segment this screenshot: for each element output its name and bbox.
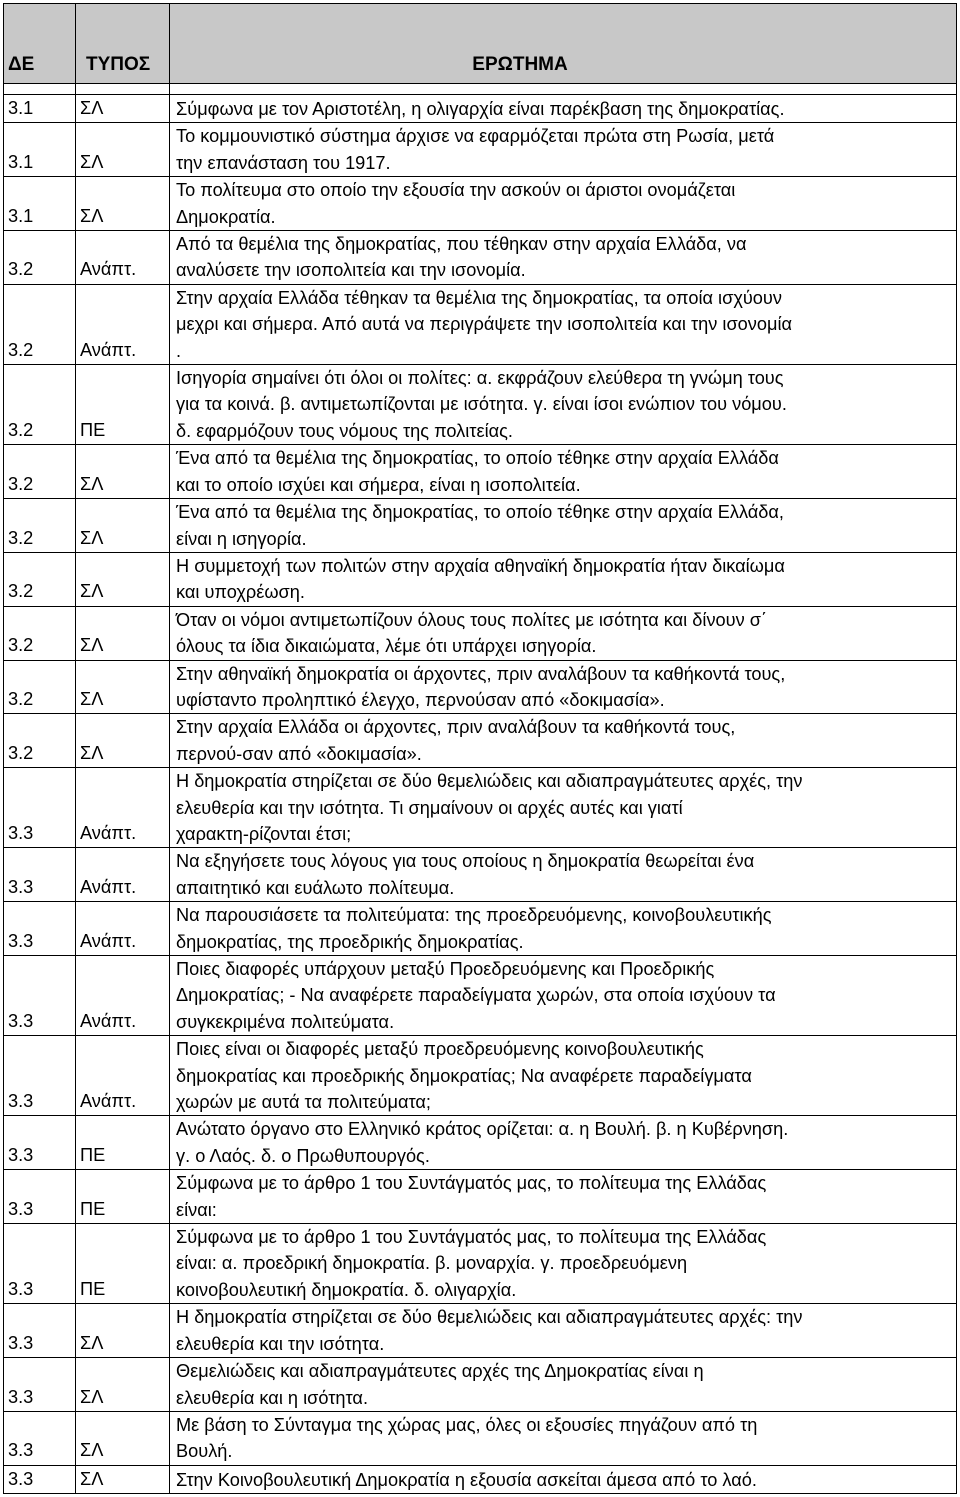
row-type-cell: ΣΛ bbox=[76, 1304, 170, 1358]
row-de-cell: 3.2 bbox=[4, 552, 76, 606]
row-question-cell: Ένα από τα θεμέλια της δημοκρατίας, το οποίο τέθηκε στην αρχαία Ελλάδα, είναι η ισηγορία. bbox=[170, 499, 957, 553]
row-type-cell: Ανάπτ. bbox=[76, 231, 170, 285]
row-question-cell: Όταν οι νόμοι αντιμετωπίζουν όλους τους πολίτες με ισότητα και δίνουν σ΄ όλους τα ίδια δικαιώματα, λέμε ότι υπάρχει ισηγορία. bbox=[170, 606, 957, 660]
row-type-cell: ΣΛ bbox=[76, 1465, 170, 1493]
row-de-cell: 3.2 bbox=[4, 714, 76, 768]
table-row bbox=[4, 231, 957, 285]
row-type-cell: ΠΕ bbox=[76, 1170, 170, 1224]
row-type-cell: Ανάπτ. bbox=[76, 1036, 170, 1116]
row-question-cell: Στην αθηναϊκή δημοκρατία οι άρχοντες, πριν αναλάβουν τα καθήκοντά τους, υφίσταντο προληπτικό έλεγχο, περνούσαν από «δοκιμασία». bbox=[170, 660, 957, 714]
row-de-cell: 3.3 bbox=[4, 1170, 76, 1224]
row-de-cell: 3.3 bbox=[4, 1116, 76, 1170]
spacer-row bbox=[4, 84, 957, 95]
row-question-cell: Το πολίτευμα στο οποίο την εξουσία την ασκούν οι άριστοι ονομάζεται Δημοκρατία. bbox=[170, 177, 957, 231]
table-row bbox=[4, 1358, 957, 1412]
table-row bbox=[4, 606, 957, 660]
row-type-cell: Ανάπτ. bbox=[76, 902, 170, 956]
row-type-cell: Ανάπτ. bbox=[76, 768, 170, 848]
table-row bbox=[4, 95, 957, 123]
row-question-cell: Να εξηγήσετε τους λόγους για τους οποίους η δημοκρατία θεωρείται ένα απαιτητικό και ευάλωτο πολίτευμα. bbox=[170, 848, 957, 902]
questions-table bbox=[3, 3, 957, 1494]
row-type-cell: ΣΛ bbox=[76, 606, 170, 660]
header-row bbox=[4, 4, 957, 84]
header-question: ΕΡΩΤΗΜΑ bbox=[170, 4, 957, 84]
table-header bbox=[4, 4, 957, 84]
row-question-cell: Με βάση το Σύνταγμα της χώρας μας, όλες οι εξουσίες πηγάζουν από τη Βουλή. bbox=[170, 1411, 957, 1465]
row-type-cell: ΣΛ bbox=[76, 445, 170, 499]
table-row bbox=[4, 1411, 957, 1465]
row-type-cell: ΣΛ bbox=[76, 177, 170, 231]
table-row bbox=[4, 445, 957, 499]
row-de-cell: 3.1 bbox=[4, 177, 76, 231]
row-question-cell: Η συμμετοχή των πολιτών στην αρχαία αθηναϊκή δημοκρατία ήταν δικαίωμα και υποχρέωση. bbox=[170, 552, 957, 606]
row-question-cell: Από τα θεμέλια της δημοκρατίας, που τέθηκαν στην αρχαία Ελλάδα, να αναλύσετε την ισοπολιτεία και την ισονομία. bbox=[170, 231, 957, 285]
row-type-cell: Ανάπτ. bbox=[76, 284, 170, 364]
row-question-cell: Ποιες είναι οι διαφορές μεταξύ προεδρευόμενης κοινοβουλευτικής δημοκρατίας και προεδρικής δημοκρατίας; Να αναφέρετε παραδείγματα χωρών με αυτά τα πολιτεύματα; bbox=[170, 1036, 957, 1116]
row-question-cell: Ποιες διαφορές υπάρχουν μεταξύ Προεδρευόμενης και Προεδρικής Δημοκρατίας; - Να αναφέρετε παραδείγματα χωρών, στα οποία ισχύουν τα συγκεκριμένα πολιτεύματα. bbox=[170, 956, 957, 1036]
row-type-cell: ΠΕ bbox=[76, 1224, 170, 1304]
row-type-cell: Ανάπτ. bbox=[76, 956, 170, 1036]
row-de-cell: 3.2 bbox=[4, 499, 76, 553]
row-de-cell: 3.2 bbox=[4, 660, 76, 714]
table-row bbox=[4, 956, 957, 1036]
header-type: ΤΥΠΟΣ bbox=[76, 4, 170, 84]
table-body bbox=[4, 84, 957, 1494]
row-question-cell: Ισηγορία σημαίνει ότι όλοι οι πολίτες: α. εκφράζουν ελεύθερα τη γνώμη τους για τα κοινά. β. αντιμετωπίζονται με ισότητα. γ. είναι ίσοι ενώπιον του νόμου. δ. εφαρμόζουν τους νόμους της πολιτείας. bbox=[170, 365, 957, 445]
row-question-cell: Ανώτατο όργανο στο Ελληνικό κράτος ορίζεται: α. η Βουλή. β. η Κυβέρνηση. γ. ο Λαός. δ. ο Πρωθυπουργός. bbox=[170, 1116, 957, 1170]
table-row bbox=[4, 660, 957, 714]
row-type-cell: ΣΛ bbox=[76, 1358, 170, 1412]
row-de-cell: 3.2 bbox=[4, 445, 76, 499]
table-row bbox=[4, 714, 957, 768]
row-type-cell: ΣΛ bbox=[76, 1411, 170, 1465]
table-row bbox=[4, 365, 957, 445]
table-row bbox=[4, 1224, 957, 1304]
table-row bbox=[4, 1304, 957, 1358]
row-de-cell: 3.1 bbox=[4, 95, 76, 123]
table-row bbox=[4, 552, 957, 606]
row-de-cell: 3.3 bbox=[4, 1411, 76, 1465]
row-question-cell: Να παρουσιάσετε τα πολιτεύματα: της προεδρευόμενης, κοινοβουλευτικής δημοκρατίας, της προεδρικής δημοκρατίας. bbox=[170, 902, 957, 956]
row-type-cell: ΠΕ bbox=[76, 365, 170, 445]
table-row bbox=[4, 902, 957, 956]
row-question-cell: Ένα από τα θεμέλια της δημοκρατίας, το οποίο τέθηκε στην αρχαία Ελλάδα και το οποίο ισχύει και σήμερα, είναι η ισοπολιτεία. bbox=[170, 445, 957, 499]
table-row bbox=[4, 284, 957, 364]
row-de-cell: 3.3 bbox=[4, 1358, 76, 1412]
row-de-cell: 3.1 bbox=[4, 123, 76, 177]
table-row bbox=[4, 177, 957, 231]
row-question-cell: Σύμφωνα με το άρθρο 1 του Συντάγματός μας, το πολίτευμα της Ελλάδας είναι: α. προεδρική δημοκρατία. β. μοναρχία. γ. προεδρευόμενη κοινοβουλευτική δημοκρατία. δ. ολιγαρχία. bbox=[170, 1224, 957, 1304]
row-de-cell: 3.3 bbox=[4, 902, 76, 956]
row-question-cell: Στην αρχαία Ελλάδα τέθηκαν τα θεμέλια της δημοκρατίας, τα οποία ισχύουν μεχρι και σήμερα. Από αυτά να περιγράψετε την ισοπολιτεία και την ισονομία . bbox=[170, 284, 957, 364]
row-de-cell: 3.2 bbox=[4, 284, 76, 364]
row-question-cell: Η δημοκρατία στηρίζεται σε δύο θεμελιώδεις και αδιαπραγμάτευτες αρχές, την ελευθερία και την ισότητα. Τι σημαίνουν οι αρχές αυτές και γιατί χαρακτη-ρίζονται έτσι; bbox=[170, 768, 957, 848]
row-type-cell: ΠΕ bbox=[76, 1116, 170, 1170]
row-type-cell: ΣΛ bbox=[76, 714, 170, 768]
row-type-cell: Ανάπτ. bbox=[76, 848, 170, 902]
row-de-cell: 3.3 bbox=[4, 1036, 76, 1116]
row-type-cell: ΣΛ bbox=[76, 660, 170, 714]
row-de-cell: 3.3 bbox=[4, 848, 76, 902]
table-row bbox=[4, 848, 957, 902]
row-question-cell: Στην αρχαία Ελλάδα οι άρχοντες, πριν αναλάβουν τα καθήκοντά τους, περνού-σαν από «δοκιμασία». bbox=[170, 714, 957, 768]
row-question-cell: Η δημοκρατία στηρίζεται σε δύο θεμελιώδεις και αδιαπραγμάτευτες αρχές: την ελευθερία και την ισότητα. bbox=[170, 1304, 957, 1358]
row-question-cell: Σύμφωνα με τον Αριστοτέλη, η ολιγαρχία είναι παρέκβαση της δημοκρατίας. bbox=[170, 95, 957, 123]
row-question-cell: Το κομμουνιστικό σύστημα άρχισε να εφαρμόζεται πρώτα στη Ρωσία, μετά την επανάσταση του 1917. bbox=[170, 123, 957, 177]
table-row bbox=[4, 1465, 957, 1493]
row-de-cell: 3.2 bbox=[4, 365, 76, 445]
row-de-cell: 3.3 bbox=[4, 956, 76, 1036]
row-type-cell: ΣΛ bbox=[76, 552, 170, 606]
row-de-cell: 3.3 bbox=[4, 768, 76, 848]
table-row bbox=[4, 768, 957, 848]
row-de-cell: 3.3 bbox=[4, 1304, 76, 1358]
row-de-cell: 3.3 bbox=[4, 1465, 76, 1493]
row-de-cell: 3.3 bbox=[4, 1224, 76, 1304]
table-row bbox=[4, 123, 957, 177]
table-row bbox=[4, 1116, 957, 1170]
row-question-cell: Θεμελιώδεις και αδιαπραγμάτευτες αρχές της Δημοκρατίας είναι η ελευθερία και η ισότητα. bbox=[170, 1358, 957, 1412]
table-row bbox=[4, 499, 957, 553]
row-type-cell: ΣΛ bbox=[76, 499, 170, 553]
table-row bbox=[4, 1170, 957, 1224]
row-de-cell: 3.2 bbox=[4, 606, 76, 660]
row-type-cell: ΣΛ bbox=[76, 95, 170, 123]
row-question-cell: Σύμφωνα με το άρθρο 1 του Συντάγματός μας, το πολίτευμα της Ελλάδας είναι: bbox=[170, 1170, 957, 1224]
table-row bbox=[4, 1036, 957, 1116]
row-question-cell: Στην Κοινοβουλευτική Δημοκρατία η εξουσία ασκείται άμεσα από το λαό. bbox=[170, 1465, 957, 1493]
row-de-cell: 3.2 bbox=[4, 231, 76, 285]
question-sheet bbox=[3, 3, 957, 1494]
header-de: ΔΕ bbox=[4, 4, 76, 84]
row-type-cell: ΣΛ bbox=[76, 123, 170, 177]
